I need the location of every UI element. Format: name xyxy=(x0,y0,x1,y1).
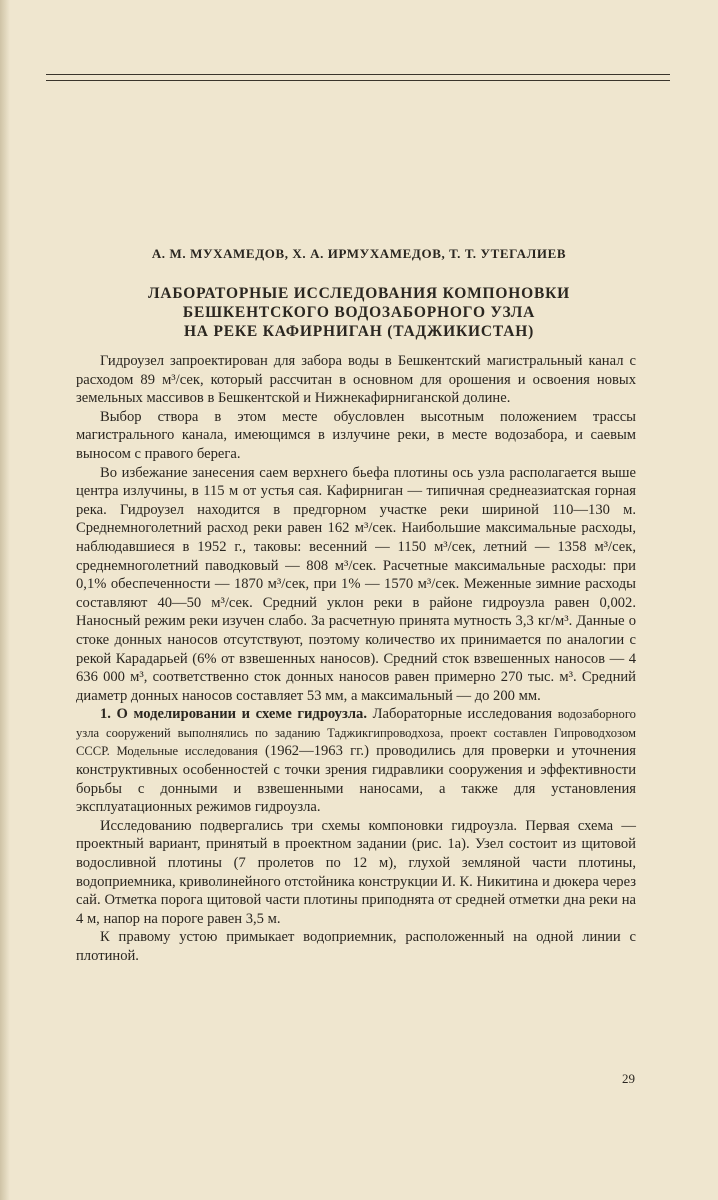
section-heading: 1. О моделировании и схеме гидроузла. xyxy=(100,706,367,723)
paragraph-modeling-small: водозаборного узла сооружений выполнялись по заданию Таджикгипроводхоза, проект составлен Гипроводхозом СССР. Модельные исследования xyxy=(76,707,636,759)
page-number: 29 xyxy=(622,1071,635,1086)
paragraph-modeling-rest: (1962—1963 гг.) проводились для проверки и уточнения конструктивных особенностей с точки зрения гидравлики сооружения и эффективности борьбы с донными и взвешенными наносами, а также для установления эксплуатационных режимов гидроузла. xyxy=(76,743,637,816)
paragraph-river-data: Во избежание занесения саем верхнего бьефа плотины ось узла располагается выше центра излучины, в 115 м от устья сая. Кафирниган — типичная среднеазиатская горная река. Гидроузел находится в предгорном участке реки шириной 110—130 м. Среднемноголетний расход реки равен 162 м³/сек. Наибольшие максимальные расходы, наблюдавшиеся в 1952 г., таковы: весенний — 1150 м³/сек, летний — 1358 м³/сек, среднемноголетний паводковый — 808 м³/сек. Расчетные максимальные расходы: при 0,1% обеспеченности — 1870 м³/сек, при 1% — 1570 м³/сек. Меженные зимние расходы составляют 40—50 м³/сек. Средний уклон реки в районе гидроузла равен 0,002. Наносный режим реки изучен слабо. За расчетную принята мутность 3,3 кг/м³. Данные о стоке донных наносов отсутствуют, поэтому количество их принимается по аналогии с рекой Карадарьей (6% от взвешенных наносов). Средний сток взвешенных наносов — 4 636 000 м³, соответственно сток донных наносов равен примерно 270 тыс. м³. Средний диаметр донных наносов составляет 53 мм, а максимальный — до 200 мм. xyxy=(76,464,636,704)
paragraph-site-choice: Выбор створа в этом месте обусловлен высотным положением трассы магистрального канала, имеющимся в излучине реки, в месте водозабора, и саевым выносом с правого берега. xyxy=(76,408,636,462)
article-body xyxy=(76,352,636,966)
paragraph-modeling xyxy=(76,705,636,817)
paragraph-modeling-lead: Лабораторные исследования xyxy=(372,706,553,723)
article-authors: А. М. МУХАМЕДОВ, Х. А. ИРМУХАМЕДОВ, Т. Т. УТЕГАЛИЕВ xyxy=(151,246,567,261)
title-line: НА РЕКЕ КАФИРНИГАН (ТАДЖИКИСТАН) xyxy=(183,323,535,340)
page-binding-shadow xyxy=(0,0,10,1200)
article-title xyxy=(0,284,718,341)
paragraph-intake: К правому устою примыкает водоприемник, расположенный на одной линии с плотиной. xyxy=(76,929,636,964)
header-rule-bottom xyxy=(46,80,670,81)
paragraph-schemes: Исследованию подвергались три схемы компоновки гидроузла. Первая схема — проектный вариант, принятый в проектном задании (рис. 1а). Узел состоит из щитовой водосливной плотины (7 пролетов по 12 м), глухой земляной части плотины, водоприемника, криволинейного отстойника конструкции И. К. Никитина и дюкера через сай. Отметка порога щитовой части плотины приподнята от средней отметки дна реки на 4 м, напор на пороге равен 3,5 м. xyxy=(76,817,636,927)
paragraph-intro: Гидроузел запроектирован для забора воды в Бешкентский магистральный канал с расходом 89 м³/сек, который рассчитан в основном для орошения и освоения новых земельных массивов в Бешкентской и Нижнекафирниганской долине. xyxy=(76,353,636,407)
header-rule-top xyxy=(46,74,670,75)
title-line: ЛАБОРАТОРНЫЕ ИССЛЕДОВАНИЯ КОМПОНОВКИ xyxy=(147,285,570,302)
title-line: БЕШКЕНТСКОГО ВОДОЗАБОРНОГО УЗЛА xyxy=(182,304,536,321)
